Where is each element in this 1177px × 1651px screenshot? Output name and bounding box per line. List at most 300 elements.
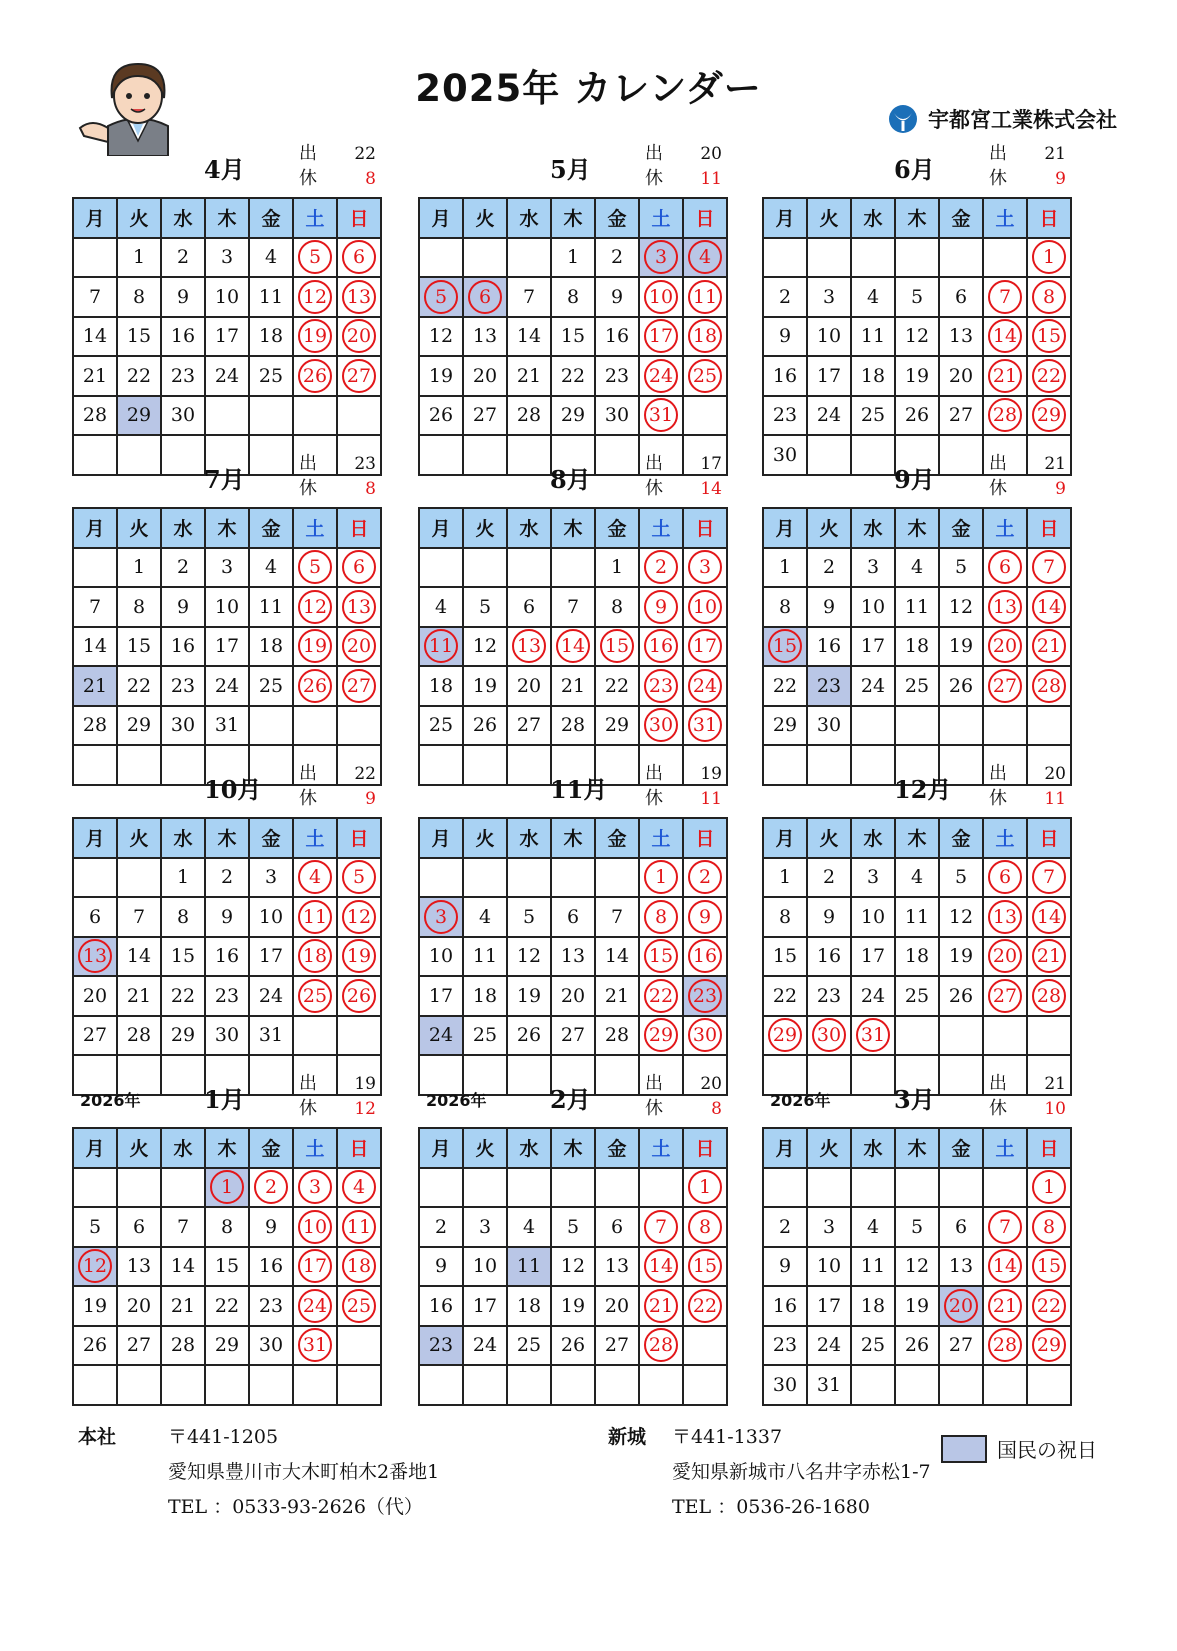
day-cell — [596, 318, 640, 358]
day-cell — [1028, 628, 1072, 668]
day-cell — [508, 278, 552, 318]
off-days-count: 9 — [1055, 169, 1066, 189]
day-cell — [684, 318, 728, 358]
day-off-number: 20 — [988, 629, 1022, 663]
day-number: 22 — [126, 364, 152, 387]
day-number: 25 — [258, 674, 284, 697]
day-cell — [74, 397, 118, 437]
day-cell — [764, 397, 808, 437]
weekday-header: 月 — [764, 1129, 808, 1169]
day-cell — [118, 1327, 162, 1367]
day-cell — [338, 1208, 382, 1248]
work-days-count: 23 — [354, 454, 376, 474]
day-cell — [984, 938, 1028, 978]
empty-cell — [552, 1366, 596, 1406]
day-number: 20 — [82, 984, 108, 1007]
day-off-number: 31 — [298, 1328, 332, 1362]
work-days-count: 19 — [700, 764, 722, 784]
day-cell — [508, 707, 552, 747]
day-off-number: 24 — [644, 359, 678, 393]
day-off-number: 31 — [856, 1018, 890, 1052]
day-cell — [74, 938, 118, 978]
day-number: 3 — [866, 866, 880, 889]
day-off-number: 21 — [1032, 939, 1066, 973]
weekday-header: 木 — [896, 819, 940, 859]
day-cell — [984, 1248, 1028, 1288]
holiday-legend-swatch — [941, 1435, 987, 1463]
day-number: 20 — [472, 364, 498, 387]
empty-cell — [294, 707, 338, 747]
empty-cell — [896, 707, 940, 747]
day-cell — [808, 318, 852, 358]
off-days-count: 9 — [365, 789, 376, 809]
work-days-count: 22 — [354, 764, 376, 784]
day-cell — [552, 1017, 596, 1057]
day-off-number: 12 — [298, 590, 332, 624]
day-number: 14 — [170, 1255, 196, 1278]
day-number: 9 — [778, 325, 792, 348]
day-cell — [552, 667, 596, 707]
day-number: 30 — [772, 443, 798, 466]
day-cell — [684, 628, 728, 668]
day-off-number: 5 — [424, 280, 458, 314]
day-cell — [74, 1017, 118, 1057]
day-off-number: 8 — [688, 1210, 722, 1244]
day-cell — [764, 1017, 808, 1057]
weekday-header: 水 — [852, 509, 896, 549]
month-calendar — [762, 1070, 1072, 1396]
day-cell — [206, 1287, 250, 1327]
day-cell — [74, 278, 118, 318]
weekday-header: 月 — [74, 819, 118, 859]
day-number: 4 — [264, 556, 278, 579]
day-number: 17 — [258, 945, 284, 968]
day-number: 23 — [258, 1294, 284, 1317]
day-number: 10 — [816, 1255, 842, 1278]
weekday-header: 土 — [640, 819, 684, 859]
day-cell — [118, 667, 162, 707]
day-number: 27 — [126, 1334, 152, 1357]
day-cell — [552, 977, 596, 1017]
day-number: 22 — [214, 1294, 240, 1317]
day-cell — [74, 588, 118, 628]
weekday-header: 日 — [684, 509, 728, 549]
day-cell — [162, 1287, 206, 1327]
weekday-header: 月 — [764, 199, 808, 239]
day-cell — [464, 397, 508, 437]
day-number: 17 — [816, 1294, 842, 1317]
day-number: 11 — [904, 595, 930, 618]
day-cell — [764, 938, 808, 978]
empty-cell — [508, 1366, 552, 1406]
day-number: 10 — [258, 905, 284, 928]
day-cell — [940, 1287, 984, 1327]
day-off-number: 13 — [988, 900, 1022, 934]
day-number: 13 — [472, 325, 498, 348]
weekday-header: 日 — [684, 199, 728, 239]
day-off-number: 15 — [1032, 1249, 1066, 1283]
day-number: 3 — [866, 556, 880, 579]
day-number: 26 — [516, 1024, 542, 1047]
day-number: 1 — [176, 866, 190, 889]
day-cell — [74, 667, 118, 707]
day-number: 25 — [904, 674, 930, 697]
weekday-header: 日 — [1028, 509, 1072, 549]
day-cell — [420, 397, 464, 437]
day-number: 8 — [778, 595, 792, 618]
day-off-number: 3 — [688, 550, 722, 584]
day-number: 30 — [258, 1334, 284, 1357]
day-off-number: 14 — [1032, 590, 1066, 624]
day-cell — [852, 318, 896, 358]
day-number: 31 — [258, 1024, 284, 1047]
day-cell — [420, 1208, 464, 1248]
off-days-label: 休 — [645, 168, 663, 189]
day-number: 10 — [860, 595, 886, 618]
weekday-header: 金 — [250, 819, 294, 859]
year-label: 2026年 — [80, 1091, 141, 1110]
day-number: 23 — [214, 984, 240, 1007]
day-cell — [464, 1017, 508, 1057]
day-off-number: 20 — [988, 939, 1022, 973]
day-number: 17 — [214, 325, 240, 348]
day-cell — [764, 318, 808, 358]
day-off-number: 6 — [342, 550, 376, 584]
day-off-number: 23 — [688, 979, 722, 1013]
day-off-number: 1 — [688, 1170, 722, 1204]
office-address: 愛知県豊川市大木町柏木2番地1 — [168, 1461, 440, 1483]
day-cell — [640, 239, 684, 279]
day-cell — [420, 938, 464, 978]
month-calendar — [762, 760, 1072, 1080]
month-calendar — [418, 450, 728, 770]
day-number: 3 — [478, 1215, 492, 1238]
day-off-number: 25 — [298, 979, 332, 1013]
day-cell — [596, 977, 640, 1017]
day-cell — [552, 318, 596, 358]
month-header — [762, 140, 1072, 196]
day-cell — [294, 1169, 338, 1209]
work-days-label: 出 — [645, 453, 663, 474]
day-number: 1 — [778, 556, 792, 579]
day-cell — [896, 1248, 940, 1288]
day-cell — [464, 1327, 508, 1367]
day-cell — [464, 628, 508, 668]
day-off-number: 13 — [988, 590, 1022, 624]
day-cell — [162, 278, 206, 318]
month-header — [72, 450, 382, 506]
day-cell — [596, 938, 640, 978]
weekday-header: 土 — [294, 819, 338, 859]
day-cell — [764, 1327, 808, 1367]
day-cell — [294, 859, 338, 899]
day-number: 25 — [516, 1334, 542, 1357]
day-cell — [896, 357, 940, 397]
empty-cell — [206, 397, 250, 437]
day-number: 10 — [428, 945, 454, 968]
day-cell — [764, 588, 808, 628]
weekday-header: 月 — [764, 819, 808, 859]
weekday-header: 火 — [118, 509, 162, 549]
empty-cell — [74, 1169, 118, 1209]
empty-cell — [74, 239, 118, 279]
day-number: 31 — [214, 714, 240, 737]
day-number: 18 — [258, 325, 284, 348]
day-cell — [596, 588, 640, 628]
weekday-header: 木 — [552, 199, 596, 239]
day-off-number: 13 — [78, 939, 112, 973]
day-cell — [464, 1287, 508, 1327]
day-cell — [118, 397, 162, 437]
day-cell — [206, 859, 250, 899]
day-cell — [808, 667, 852, 707]
day-number: 14 — [604, 945, 630, 968]
day-number: 3 — [822, 285, 836, 308]
weekday-header: 月 — [74, 509, 118, 549]
day-number: 22 — [772, 984, 798, 1007]
day-cell — [206, 1208, 250, 1248]
weekday-header: 月 — [420, 509, 464, 549]
day-cell — [940, 1208, 984, 1248]
day-off-number: 29 — [1032, 398, 1066, 432]
day-number: 6 — [954, 285, 968, 308]
day-cell — [206, 318, 250, 358]
weekday-header: 月 — [420, 819, 464, 859]
day-number: 10 — [816, 325, 842, 348]
day-off-number: 2 — [688, 860, 722, 894]
day-number: 20 — [560, 984, 586, 1007]
holiday-legend-label: 国民の祝日 — [997, 1438, 1097, 1462]
month-header — [72, 140, 382, 196]
day-off-number: 30 — [644, 708, 678, 742]
day-cell — [552, 357, 596, 397]
weekday-header: 火 — [808, 819, 852, 859]
empty-cell — [984, 1366, 1028, 1406]
day-cell — [338, 239, 382, 279]
day-number: 18 — [472, 984, 498, 1007]
day-off-number: 20 — [342, 629, 376, 663]
day-number: 30 — [772, 1373, 798, 1396]
day-number: 6 — [522, 595, 536, 618]
month-calendar — [418, 1070, 728, 1390]
day-cell — [508, 1287, 552, 1327]
empty-cell — [338, 1366, 382, 1406]
day-number: 16 — [816, 945, 842, 968]
day-off-number: 29 — [644, 1018, 678, 1052]
day-cell — [338, 859, 382, 899]
work-days-count: 17 — [700, 454, 722, 474]
day-number: 22 — [126, 674, 152, 697]
month-header — [418, 140, 728, 196]
day-number: 20 — [948, 364, 974, 387]
empty-cell — [338, 1017, 382, 1057]
month-grid — [418, 507, 728, 786]
day-number: 25 — [904, 984, 930, 1007]
day-number: 7 — [176, 1215, 190, 1238]
day-cell — [684, 977, 728, 1017]
weekday-header: 火 — [464, 509, 508, 549]
day-off-number: 5 — [342, 860, 376, 894]
empty-cell — [250, 397, 294, 437]
day-off-number: 26 — [298, 359, 332, 393]
day-cell — [896, 549, 940, 589]
day-cell — [162, 239, 206, 279]
day-cell — [338, 1169, 382, 1209]
day-cell — [808, 707, 852, 747]
day-cell — [940, 898, 984, 938]
empty-cell — [852, 707, 896, 747]
day-cell — [852, 1017, 896, 1057]
day-cell — [294, 588, 338, 628]
day-off-number: 26 — [298, 669, 332, 703]
day-number: 17 — [860, 945, 886, 968]
day-off-number: 10 — [644, 280, 678, 314]
day-off-number: 17 — [644, 319, 678, 353]
day-cell — [596, 628, 640, 668]
weekday-header: 火 — [464, 199, 508, 239]
day-number: 2 — [610, 246, 624, 269]
day-number: 3 — [822, 1215, 836, 1238]
weekday-header: 木 — [896, 509, 940, 549]
work-days-count: 19 — [354, 1074, 376, 1094]
day-cell — [552, 278, 596, 318]
day-cell — [206, 588, 250, 628]
day-cell — [118, 278, 162, 318]
day-number: 7 — [566, 595, 580, 618]
day-cell — [420, 1287, 464, 1327]
day-number: 5 — [566, 1215, 580, 1238]
month-calendar — [72, 140, 382, 460]
empty-cell — [118, 859, 162, 899]
day-number: 19 — [904, 1294, 930, 1317]
day-number: 6 — [954, 1215, 968, 1238]
day-number: 15 — [214, 1255, 240, 1278]
day-off-number: 3 — [644, 240, 678, 274]
day-off-number: 22 — [688, 1289, 722, 1323]
day-number: 24 — [214, 674, 240, 697]
day-cell — [464, 977, 508, 1017]
weekday-header: 水 — [852, 819, 896, 859]
day-off-number: 16 — [688, 939, 722, 973]
empty-cell — [294, 1366, 338, 1406]
day-cell — [74, 1208, 118, 1248]
weekday-header: 水 — [508, 199, 552, 239]
day-cell — [338, 1287, 382, 1327]
day-number: 27 — [604, 1334, 630, 1357]
day-off-number: 19 — [298, 319, 332, 353]
weekday-header: 水 — [852, 1129, 896, 1169]
day-number: 5 — [478, 595, 492, 618]
empty-cell — [464, 1366, 508, 1406]
day-cell — [552, 588, 596, 628]
day-number: 14 — [516, 325, 542, 348]
day-number: 24 — [816, 1334, 842, 1357]
day-cell — [206, 1327, 250, 1367]
day-number: 5 — [522, 905, 536, 928]
day-off-number: 21 — [644, 1289, 678, 1323]
empty-cell — [420, 549, 464, 589]
day-number: 18 — [860, 364, 886, 387]
day-cell — [984, 397, 1028, 437]
month-grid — [762, 1127, 1072, 1406]
day-cell — [464, 667, 508, 707]
weekday-header: 月 — [74, 199, 118, 239]
month-header — [762, 760, 1072, 816]
day-number: 22 — [170, 984, 196, 1007]
day-cell — [984, 357, 1028, 397]
day-number: 4 — [910, 556, 924, 579]
day-cell — [420, 588, 464, 628]
day-number: 21 — [604, 984, 630, 1007]
day-cell — [250, 1208, 294, 1248]
day-cell — [940, 938, 984, 978]
day-off-number: 15 — [1032, 319, 1066, 353]
day-cell — [552, 1248, 596, 1288]
day-cell — [294, 1287, 338, 1327]
weekday-header: 日 — [1028, 199, 1072, 239]
day-cell — [940, 549, 984, 589]
day-number: 19 — [560, 1294, 586, 1317]
day-cell — [338, 1248, 382, 1288]
weekday-header: 火 — [464, 819, 508, 859]
day-off-number: 15 — [600, 629, 634, 663]
day-number: 10 — [214, 595, 240, 618]
empty-cell — [338, 1327, 382, 1367]
day-cell — [764, 549, 808, 589]
day-cell — [984, 318, 1028, 358]
day-cell — [640, 1017, 684, 1057]
day-cell — [464, 938, 508, 978]
month-grid — [72, 817, 382, 1096]
day-number: 12 — [948, 595, 974, 618]
day-cell — [162, 397, 206, 437]
day-number: 19 — [472, 674, 498, 697]
month-title: 12月 — [894, 775, 952, 804]
day-number: 18 — [904, 635, 930, 658]
day-number: 5 — [88, 1215, 102, 1238]
day-cell — [508, 938, 552, 978]
day-off-number: 16 — [644, 629, 678, 663]
day-number: 14 — [82, 635, 108, 658]
month-grid — [418, 817, 728, 1096]
month-title: 3月 — [894, 1085, 935, 1114]
day-cell — [984, 667, 1028, 707]
day-off-number: 5 — [298, 240, 332, 274]
day-number: 27 — [948, 1334, 974, 1357]
day-number: 31 — [816, 1373, 842, 1396]
day-cell — [596, 1208, 640, 1248]
day-number: 15 — [126, 635, 152, 658]
off-days-count: 8 — [365, 169, 376, 189]
day-number: 19 — [428, 364, 454, 387]
month-calendar — [72, 450, 382, 770]
day-cell — [808, 1208, 852, 1248]
day-off-number: 21 — [1032, 629, 1066, 663]
day-number: 19 — [82, 1294, 108, 1317]
day-cell — [338, 588, 382, 628]
day-cell — [206, 1248, 250, 1288]
work-days-label: 出 — [989, 1073, 1007, 1094]
day-off-number: 20 — [944, 1289, 978, 1323]
day-number: 25 — [428, 714, 454, 737]
day-cell — [250, 1017, 294, 1057]
empty-cell — [162, 1169, 206, 1209]
day-number: 17 — [860, 635, 886, 658]
weekday-header: 火 — [118, 1129, 162, 1169]
day-cell — [640, 1327, 684, 1367]
work-days-label: 出 — [299, 1073, 317, 1094]
day-number: 11 — [258, 285, 284, 308]
